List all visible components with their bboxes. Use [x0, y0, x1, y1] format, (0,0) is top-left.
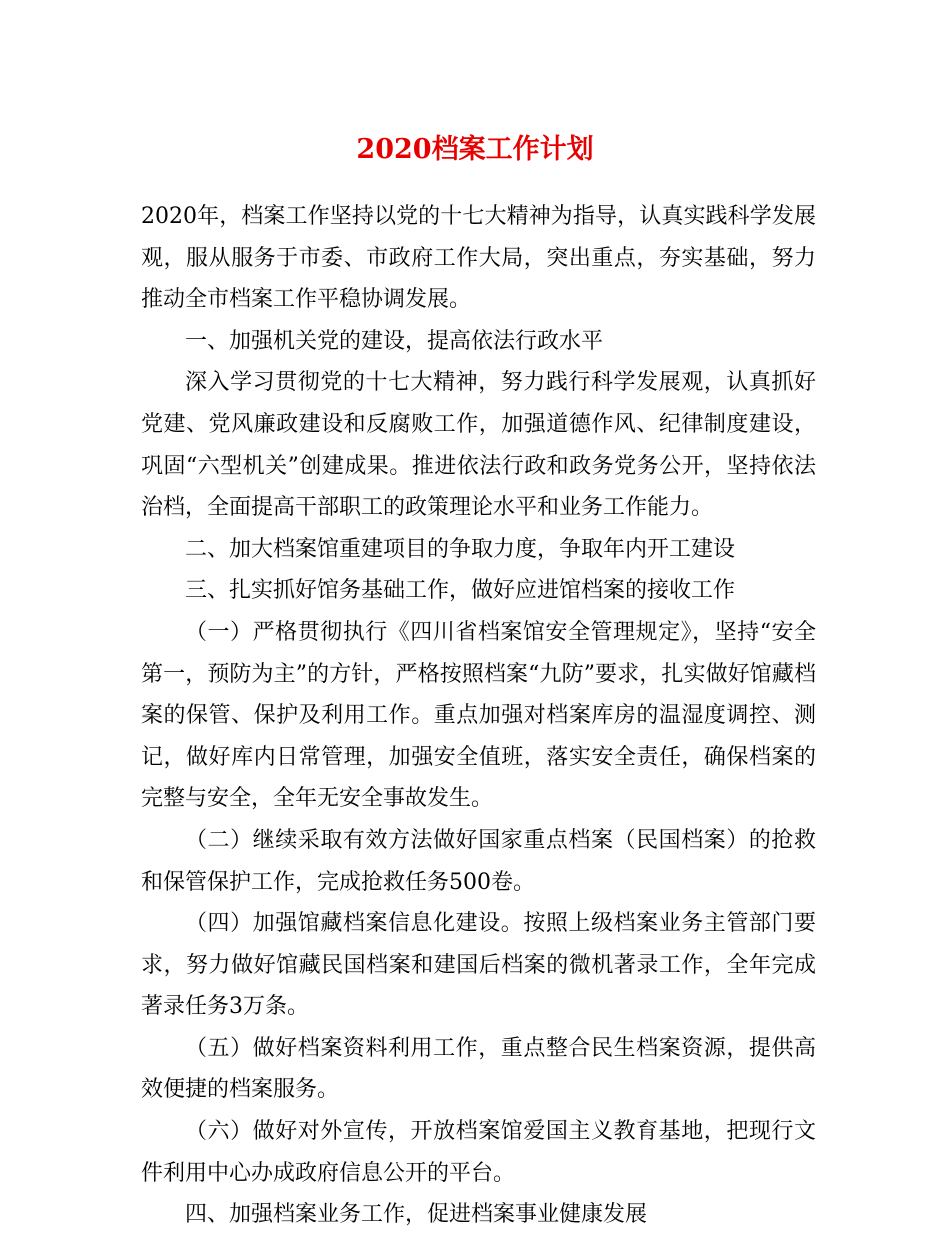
section-heading-3: 三、扎实抓好馆务基础工作，做好应进馆档案的接收工作 [185, 578, 736, 604]
document-body [141, 196, 816, 1236]
subsection-5-paragraph: （五）做好档案资料利用工作，重点整合民生档案资源，提供高效便捷的档案服务。 [141, 1035, 816, 1103]
section-1-paragraph: 深入学习贯彻党的十七大精神，努力践行科学发展观，认真抓好党建、党风廉政建设和反腐败工作，加强道德作风、纪律制度建设，巩固“六型机关”创建成果。推进依法行政和政务党务公开，坚持依法治档，全面提高干部职工的政策理论水平和业务工作能力。 [141, 370, 816, 521]
document-title: 2020档案工作计划 [356, 134, 594, 165]
section-heading-4: 四、加强档案业务工作，促进档案事业健康发展 [185, 1202, 648, 1228]
intro-paragraph: 2020年，档案工作坚持以党的十七大精神为指导，认真实践科学发展观，服从服务于市委、市政府工作大局，突出重点，夯实基础，努力推动全市档案工作平稳协调发展。 [141, 204, 816, 313]
subsection-1-paragraph: （一）严格贯彻执行《四川省档案馆安全管理规定》，坚持“安全第一，预防为主”的方针，严格按照档案“九防”要求，扎实做好馆藏档案的保管、保护及利用工作。重点加强对档案库房的温湿度调控、测记，做好库内日常管理，加强安全值班，落实安全责任，确保档案的完整与安全，全年无安全事故发生。 [141, 619, 816, 812]
subsection-2-paragraph: （二）继续采取有效方法做好国家重点档案（民国档案）的抢救和保管保护工作，完成抢救任务500卷。 [141, 827, 816, 895]
subsection-6-paragraph: （六）做好对外宣传，开放档案馆爱国主义教育基地，把现行文件利用中心办成政府信息公开的平台。 [141, 1119, 816, 1186]
subsection-4-paragraph: （四）加强馆藏档案信息化建设。按照上级档案业务主管部门要求，努力做好馆藏民国档案和建国后档案的微机著录工作，全年完成著录任务3万条。 [141, 911, 816, 1020]
section-heading-2: 二、加大档案馆重建项目的争取力度，争取年内开工建设 [185, 536, 736, 562]
section-heading-1: 一、加强机关党的建设，提高依法行政水平 [185, 328, 604, 354]
